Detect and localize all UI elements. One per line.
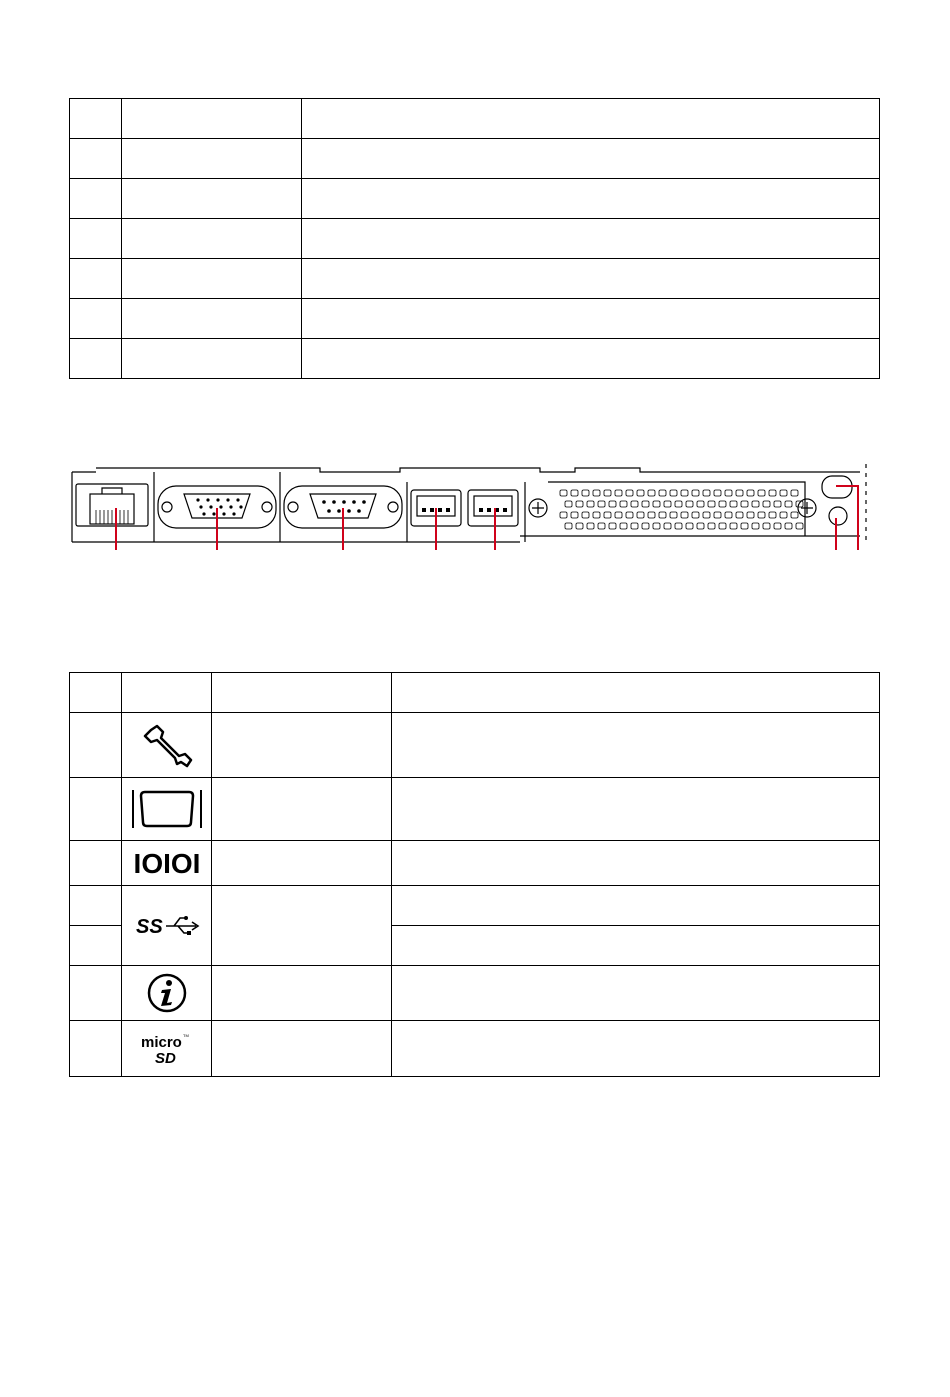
vent-slot <box>670 512 677 518</box>
vent-slot <box>774 501 781 507</box>
table-row <box>70 219 880 259</box>
vent-slot <box>593 512 600 518</box>
vent-slot <box>703 490 710 496</box>
vent-slot <box>730 523 737 529</box>
vent-slot <box>741 501 748 507</box>
vent-slot <box>697 523 704 529</box>
vent-slot <box>686 501 693 507</box>
vent-slot <box>697 501 704 507</box>
cell-no <box>70 841 122 886</box>
vent-slot <box>664 501 671 507</box>
microsd-icon <box>139 1031 195 1067</box>
cell-item <box>122 259 302 299</box>
usb-superspeed-icon <box>134 911 200 941</box>
vent-slot <box>791 512 798 518</box>
rear-panel-illustration <box>70 458 882 552</box>
cell-no <box>70 339 122 379</box>
vent-slot <box>681 512 688 518</box>
cell-description <box>392 926 880 966</box>
table-row <box>70 259 880 299</box>
cell-item <box>212 778 392 841</box>
table-row <box>70 339 880 379</box>
vent-slot <box>593 490 600 496</box>
cell-no <box>70 219 122 259</box>
cell-no <box>70 99 122 139</box>
cell-item <box>122 219 302 259</box>
vent-slot <box>758 512 765 518</box>
vent-slot <box>598 523 605 529</box>
cell-description <box>392 841 880 886</box>
vent-slot <box>659 490 666 496</box>
cell-item <box>212 713 392 778</box>
cell-no <box>70 713 122 778</box>
vent-slot <box>653 523 660 529</box>
cell-item <box>122 339 302 379</box>
cell-description <box>392 778 880 841</box>
vent-slot <box>626 512 633 518</box>
vent-slot <box>609 523 616 529</box>
table-row <box>70 713 880 778</box>
vent-slot <box>752 523 759 529</box>
wrench-icon <box>141 722 193 768</box>
cell-no <box>70 179 122 219</box>
vent-slot <box>631 501 638 507</box>
cell-item <box>212 841 392 886</box>
vent-slot <box>604 490 611 496</box>
svg-text:IOIOI: IOIOI <box>133 848 200 879</box>
table-header-row <box>70 673 880 713</box>
vent-slot <box>576 523 583 529</box>
vent-slot <box>598 501 605 507</box>
vent-slot <box>560 490 567 496</box>
vent-slot <box>769 490 776 496</box>
vent-slot <box>719 523 726 529</box>
vent-slot <box>620 501 627 507</box>
vent-slot <box>587 523 594 529</box>
vent-slot <box>769 512 776 518</box>
vent-slot <box>758 490 765 496</box>
cell-item <box>122 299 302 339</box>
cell-item <box>212 1021 392 1077</box>
vent-slot <box>741 523 748 529</box>
cell-description <box>302 99 880 139</box>
table-row <box>70 179 880 219</box>
vent-slot <box>648 490 655 496</box>
info-icon <box>145 971 189 1015</box>
vent-slot <box>626 490 633 496</box>
cell-item <box>122 139 302 179</box>
cell-no <box>70 1021 122 1077</box>
vent-slot <box>609 501 616 507</box>
vent-slot <box>736 490 743 496</box>
table-row <box>70 886 880 926</box>
vent-slot <box>785 523 792 529</box>
vent-slot <box>604 512 611 518</box>
cell-description <box>302 339 880 379</box>
vent-slot <box>714 512 721 518</box>
table-row <box>70 778 880 841</box>
table-row <box>70 1021 880 1077</box>
vent-slot <box>736 512 743 518</box>
cell-description <box>392 966 880 1021</box>
vent-slot <box>576 501 583 507</box>
cell-description <box>392 886 880 926</box>
vent-slot <box>791 490 798 496</box>
cell-item <box>122 99 302 139</box>
vent-slot <box>752 501 759 507</box>
table-row <box>70 299 880 339</box>
header-icon <box>122 673 212 713</box>
vent-slot <box>714 490 721 496</box>
vent-slot <box>653 501 660 507</box>
top-table <box>69 98 880 379</box>
table-row <box>70 99 880 139</box>
cell-description <box>302 219 880 259</box>
table-row <box>70 966 880 1021</box>
vent-slot <box>785 501 792 507</box>
vent-slot <box>703 512 710 518</box>
cell-item <box>212 886 392 966</box>
vent-slot <box>664 523 671 529</box>
cell-no <box>70 299 122 339</box>
svg-text:SS: SS <box>135 915 163 938</box>
display-vga-icon <box>127 786 207 832</box>
cell-no <box>70 926 122 966</box>
cell-description <box>302 139 880 179</box>
cell-description <box>302 259 880 299</box>
vent-slot <box>659 512 666 518</box>
vent-slot <box>747 490 754 496</box>
vent-slot <box>719 501 726 507</box>
vent-slot <box>637 490 644 496</box>
table-row <box>70 139 880 179</box>
vent-slot <box>631 523 638 529</box>
vent-slot <box>774 523 781 529</box>
vent-slot <box>670 490 677 496</box>
vent-slot <box>681 490 688 496</box>
vent-slot <box>648 512 655 518</box>
vent-slot <box>675 501 682 507</box>
vent-slot <box>796 523 803 529</box>
vent-slot <box>725 490 732 496</box>
cell-item <box>122 179 302 219</box>
cell-description <box>302 179 880 219</box>
vent-slot <box>587 501 594 507</box>
vent-slot <box>763 501 770 507</box>
vent-slot <box>620 523 627 529</box>
vent-slot <box>560 512 567 518</box>
svg-text:micro: micro <box>140 1033 182 1051</box>
cell-no <box>70 139 122 179</box>
cell-no <box>70 886 122 926</box>
vent-slot <box>725 512 732 518</box>
cell-no <box>70 259 122 299</box>
svg-text:SD: SD <box>154 1049 176 1067</box>
vent-slot <box>582 512 589 518</box>
cell-no <box>70 778 122 841</box>
svg-text:TM: TM <box>182 1032 189 1038</box>
cell-no <box>70 966 122 1021</box>
vent-slot <box>692 490 699 496</box>
bottom-table <box>69 672 880 1077</box>
header-description <box>392 673 880 713</box>
vent-slot <box>763 523 770 529</box>
cell-item <box>212 966 392 1021</box>
vent-slot <box>637 512 644 518</box>
header-no <box>70 673 122 713</box>
vent-slot <box>708 523 715 529</box>
vent-slot <box>686 523 693 529</box>
vent-slot <box>730 501 737 507</box>
vent-slot <box>642 501 649 507</box>
vent-slot <box>571 490 578 496</box>
vent-slot <box>615 512 622 518</box>
vent-slot <box>582 490 589 496</box>
cell-description <box>392 1021 880 1077</box>
vent-slot <box>642 523 649 529</box>
vent-slot <box>780 512 787 518</box>
vent-slot <box>571 512 578 518</box>
serial-ioioi-icon <box>126 847 208 879</box>
vent-slot <box>565 501 572 507</box>
cell-description <box>302 299 880 339</box>
table-row <box>70 841 880 886</box>
vent-slot <box>692 512 699 518</box>
vent-slot <box>675 523 682 529</box>
vent-slot <box>747 512 754 518</box>
vent-slot <box>565 523 572 529</box>
vent-slot <box>708 501 715 507</box>
vent-slot <box>780 490 787 496</box>
header-item <box>212 673 392 713</box>
vent-slot <box>615 490 622 496</box>
cell-description <box>392 713 880 778</box>
